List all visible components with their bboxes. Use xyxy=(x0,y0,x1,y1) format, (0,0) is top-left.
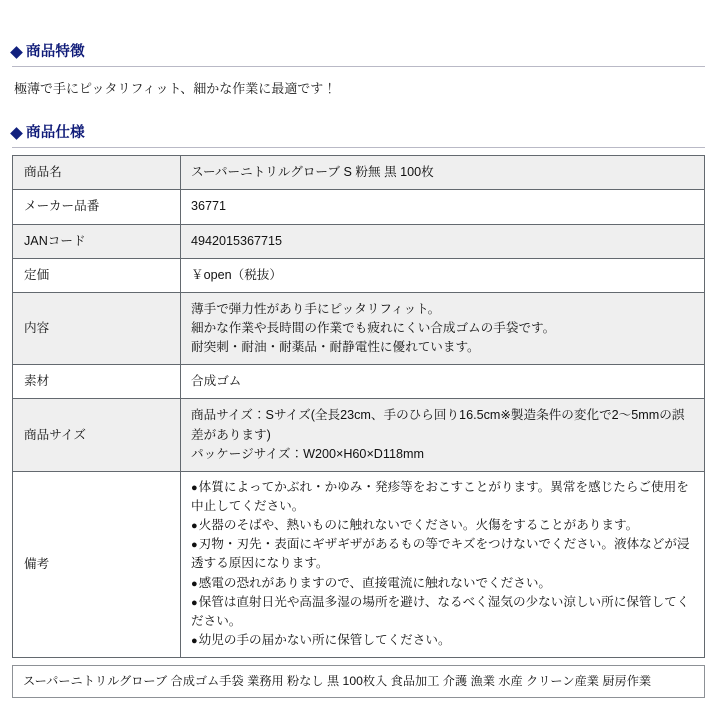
spec-row-value xyxy=(181,190,705,224)
spec-row-label: 商品サイズ xyxy=(13,399,181,471)
remarks-value xyxy=(181,471,705,657)
diamond-bullet-icon xyxy=(10,127,23,140)
spec-table xyxy=(12,155,705,658)
spec-value-line: 合成ゴム xyxy=(191,374,242,389)
spec-row-value xyxy=(181,365,705,399)
remark-item: ● 感電の恐れがありますので、直接電流に触れないでください。 xyxy=(191,574,696,593)
table-row xyxy=(13,292,705,364)
spec-heading-label: 商品仕様 xyxy=(26,124,85,141)
spec-heading xyxy=(12,125,705,142)
table-row xyxy=(13,190,705,224)
spec-row-label: 商品名 xyxy=(13,156,181,190)
remark-item: ● 刃物・刃先・表面にギザギザがあるもの等でキズをつけないでください。液体などが浸透する原因になります。 xyxy=(191,535,696,573)
table-row xyxy=(13,156,705,190)
keyword-footer: スーパーニトリルグローブ 合成ゴム手袋 業務用 粉なし 黒 100枚入 食品加工 介護 漁業 水産 クリーン産業 厨房作業 xyxy=(12,665,705,698)
features-body-text: 極薄で手にピッタリフィット、細かな作業に最適です！ xyxy=(14,81,337,97)
remark-item: ● 保管は直射日光や高温多湿の場所を避け、なるべく湿気の少ない涼しい所に保管してください。 xyxy=(191,593,696,631)
table-row xyxy=(13,258,705,292)
spec-value-line: 36771 xyxy=(191,199,227,214)
spec-row-label: 定価 xyxy=(13,258,181,292)
features-section xyxy=(12,44,705,99)
spec-section xyxy=(12,125,705,658)
diamond-bullet-icon xyxy=(10,46,23,59)
features-heading-label: 商品特徴 xyxy=(26,44,85,60)
features-heading-divider xyxy=(12,66,705,67)
spec-row-value xyxy=(181,292,705,364)
remark-item: ● 体質によってかぶれ・かゆみ・発疹等をおこすことがります。異常を感じたらご使用を中止してください。 xyxy=(191,478,696,516)
spec-value-line: 4942015367715 xyxy=(191,233,283,248)
spec-heading-divider xyxy=(12,147,705,148)
spec-value-line: 耐突刺・耐油・耐薬品・耐静電性に優れています。 xyxy=(191,340,480,355)
remarks-label: 備考 xyxy=(13,471,181,657)
spec-row-label: 内容 xyxy=(13,292,181,364)
spec-table-body xyxy=(13,156,705,658)
spec-value-line: 商品サイズ：Sサイズ(全長23cm、手のひら回り16.5cm※製造条件の変化で2～5mmの誤差があります) xyxy=(191,408,685,442)
spec-row-value xyxy=(181,258,705,292)
spec-row-label: メーカー品番 xyxy=(13,190,181,224)
spec-row-label: JANコード xyxy=(13,224,181,258)
table-row xyxy=(13,224,705,258)
spec-value-line: スーパーニトリルグローブ S 粉無 黒 100枚 xyxy=(191,165,434,180)
table-row-remarks xyxy=(13,471,705,657)
spec-value-line: 細かな作業や長時間の作業でも疲れにくい合成ゴムの手袋です。 xyxy=(191,320,556,335)
features-heading xyxy=(12,44,705,61)
spec-row-value xyxy=(181,156,705,190)
spec-value-line: パッケージサイズ：W200×H60×D118mm xyxy=(191,446,424,461)
table-row xyxy=(13,365,705,399)
spec-value-line: ￥open（税抜） xyxy=(191,267,282,282)
spec-row-label: 素材 xyxy=(13,365,181,399)
spec-value-line: 薄手で弾力性があり手にピッタリフィット。 xyxy=(191,301,441,316)
table-row xyxy=(13,399,705,471)
remark-item: ● 幼児の手の届かない所に保管してください。 xyxy=(191,631,696,650)
remark-item: ● 火器のそばや、熱いものに触れないでください。火傷をすることがあります。 xyxy=(191,516,696,535)
spec-row-value xyxy=(181,224,705,258)
spec-row-value xyxy=(181,399,705,471)
